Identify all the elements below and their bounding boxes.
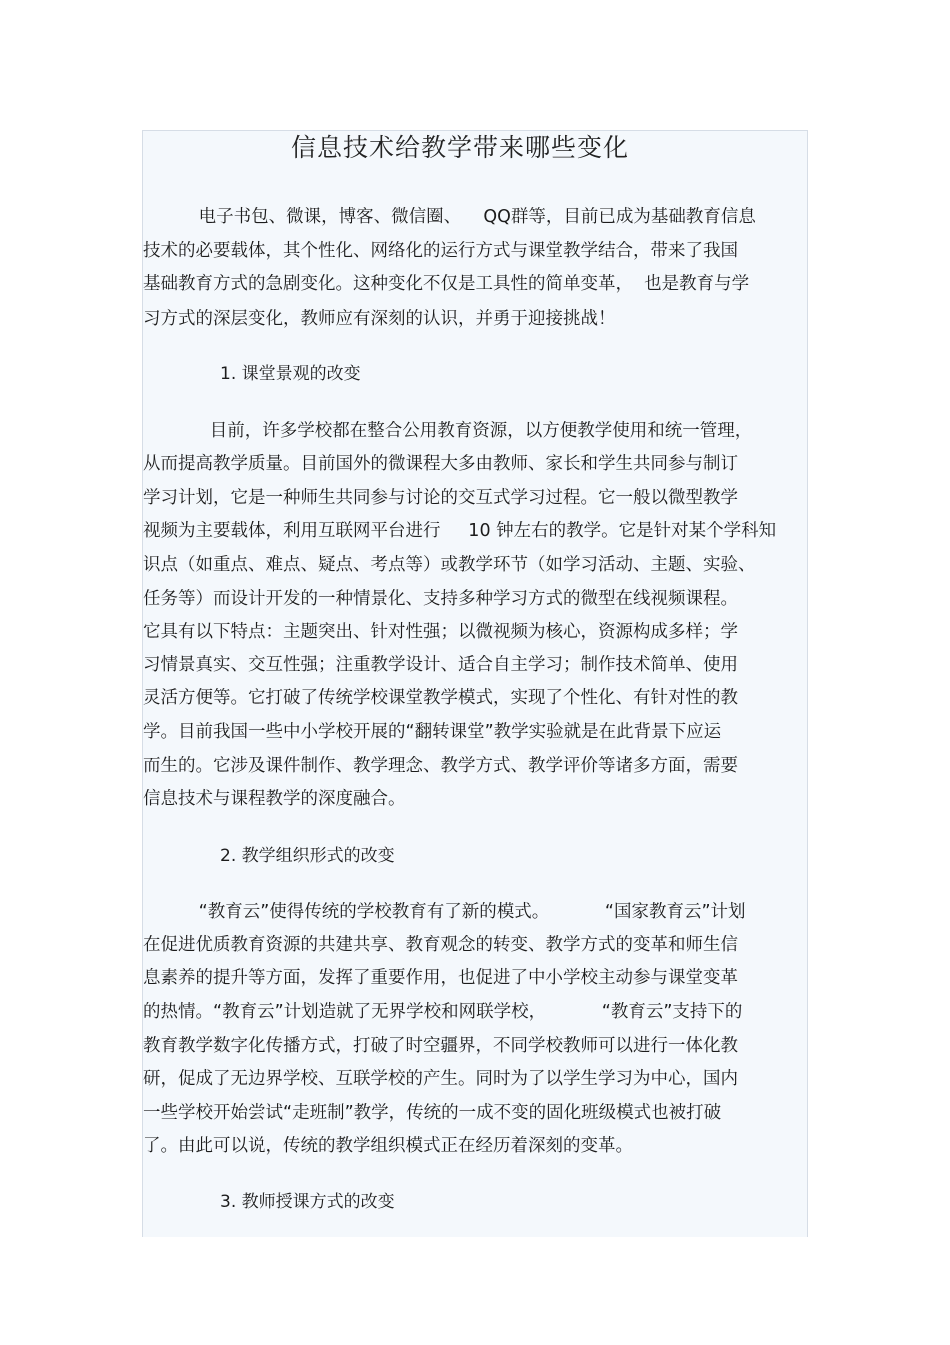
paragraph-line: 习情景真实、交互性强；注重教学设计、适合自主学习；制作技术简单、使用 bbox=[143, 655, 738, 675]
paragraph-line: 灵活方便等。它打破了传统学校课堂教学模式，实现了个性化、有针对性的教 bbox=[143, 688, 738, 708]
paragraph-line: 学习计划，它是一种师生共同参与讨论的交互式学习过程。它一般以微型教学 bbox=[143, 488, 738, 508]
paragraph-line: 息素养的提升等方面，发挥了重要作用，也促进了中小学校主动参与课堂变革 bbox=[143, 968, 738, 988]
paragraph-line: 一些学校开始尝试“走班制”教学，传统的一成不变的固化班级模式也被打破 bbox=[143, 1103, 722, 1123]
paragraph-line: 它具有以下特点：主题突出、针对性强；以微视频为核心，资源构成多样；学 bbox=[143, 622, 738, 642]
paragraph-line: 教育教学数字化传播方式，打破了时空疆界，不同学校教师可以进行一体化教 bbox=[143, 1036, 738, 1056]
paragraph-line: 目前，许多学校都在整合公用教育资源，以方便教学使用和统一管理， bbox=[143, 421, 753, 441]
paragraph-line: 习方式的深层变化，教师应有深刻的认识，并勇于迎接挑战！ bbox=[143, 309, 616, 329]
paragraph-line: 识点（如重点、难点、疑点、考点等）或教学环节（如学习活动、主题、实验、 bbox=[143, 555, 756, 575]
paragraph-line: 技术的必要载体，其个性化、网络化的运行方式与课堂教学结合，带来了我国 bbox=[143, 241, 738, 261]
paragraph-line: 信息技术与课程教学的深度融合。 bbox=[143, 789, 406, 809]
section-heading: 3. 教师授课方式的改变 bbox=[220, 1192, 395, 1212]
paragraph-line: 了。由此可以说，传统的教学组织模式正在经历着深刻的变革。 bbox=[143, 1136, 633, 1156]
section-heading: 2. 教学组织形式的改变 bbox=[220, 846, 395, 866]
paragraph-line: 电子书包、微课，博客、微信圈、 QQ群等，目前已成为基础教育信息 bbox=[143, 207, 756, 227]
paragraph-line: 在促进优质教育资源的共建共享、教育观念的转变、教学方式的变革和师生信 bbox=[143, 935, 738, 955]
paragraph-line: 视频为主要载体，利用互联网平台进行 10 钟左右的教学。它是针对某个学科知 bbox=[143, 521, 777, 541]
paragraph-line: 而生的。它涉及课件制作、教学理念、教学方式、教学评价等诸多方面，需要 bbox=[143, 756, 738, 776]
paragraph-line: 任务等）而设计开发的一种情景化、支持多种学习方式的微型在线视频课程。 bbox=[143, 589, 738, 609]
section-heading: 1. 课堂景观的改变 bbox=[220, 364, 361, 384]
paragraph-line: “教育云”使得传统的学校教育有了新的模式。 “国家教育云”计划 bbox=[143, 902, 746, 922]
paragraph-line: 研，促成了无边界学校、互联学校的产生。同时为了以学生学习为中心，国内 bbox=[143, 1069, 738, 1089]
paragraph-line: 从而提高教学质量。目前国外的微课程大多由教师、家长和学生共同参与制订 bbox=[143, 454, 738, 474]
paragraph-line: 基础教育方式的急剧变化。这种变化不仅是工具性的简单变革， 也是教育与学 bbox=[143, 274, 750, 294]
paragraph-line: 的热情。“教育云”计划造就了无界学校和网联学校， “教育云”支持下的 bbox=[143, 1002, 743, 1022]
paragraph-line: 学。目前我国一些中小学校开展的“翻转课堂”教学实验就是在此背景下应运 bbox=[143, 722, 722, 742]
document-title: 信息技术给教学带来哪些变化 bbox=[290, 133, 629, 162]
